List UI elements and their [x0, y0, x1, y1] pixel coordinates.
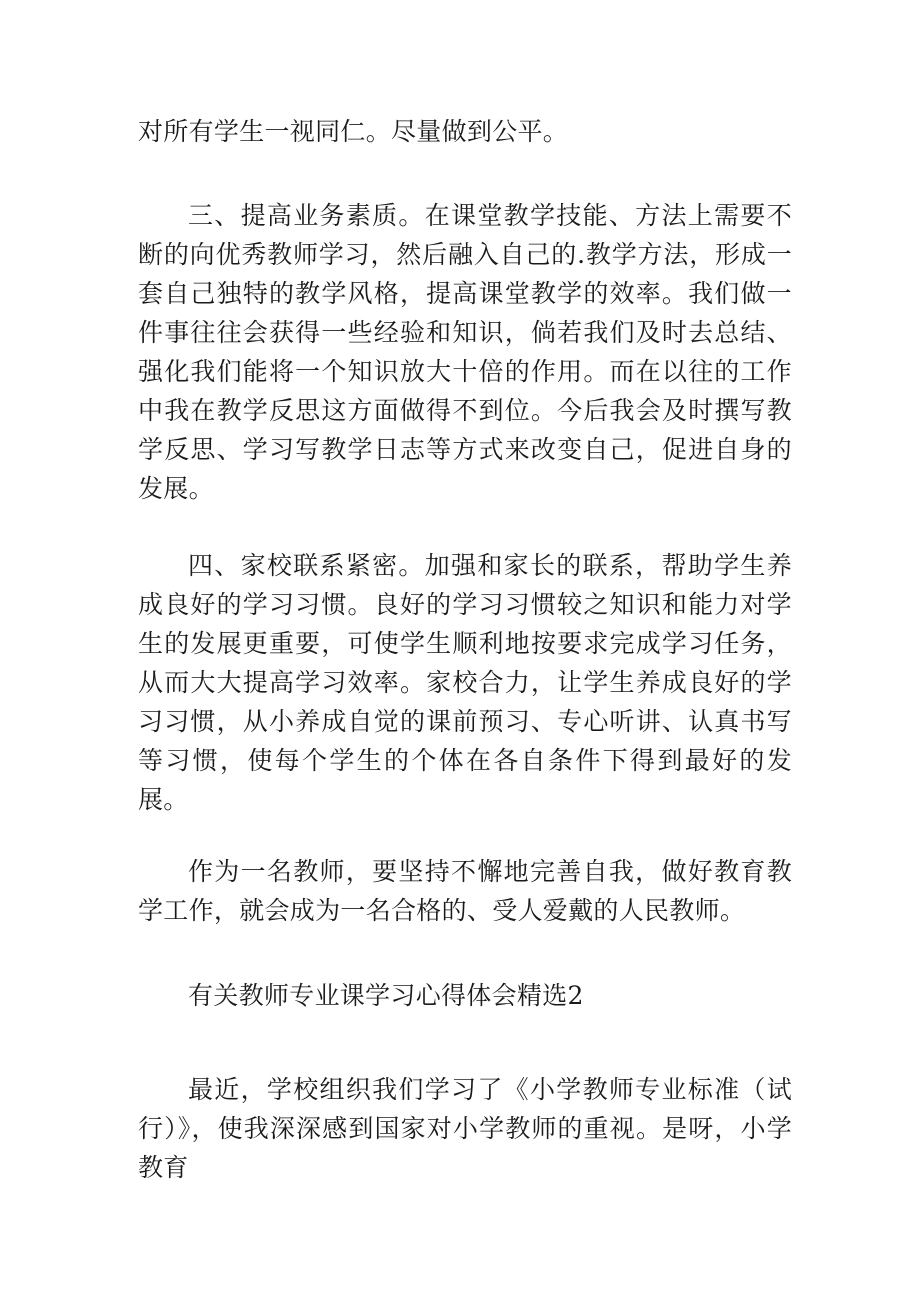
- paragraph-intro: 最近，学校组织我们学习了《小学教师专业标准（试行）》，使我深深感到国家对小学教师的重视。是呀，小学教育: [138, 1075, 792, 1182]
- paragraph-conclusion: 作为一名教师，要坚持不懈地完善自我，做好教育教学工作，就会成为一名合格的、受人爱戴的人民教师。: [138, 857, 792, 925]
- paragraph-section-three: 三、提高业务素质。在课堂教学技能、方法上需要不断的向优秀教师学习，然后融入自己的.教学方法，形成一套自己独特的教学风格，提高课堂教学的效率。我们做一件事往往会获得一些经验和知识，倘若我们及时去总结、强化我们能将一个知识放大十倍的作用。而在以往的工作中我在教学反思这方面做得不到位。今后我会及时撰写教学反思、学习写教学日志等方式来改变自己，促进自身的发展。: [138, 201, 792, 503]
- paragraph-section-four: 四、家校联系紧密。加强和家长的联系，帮助学生养成良好的学习习惯。良好的学习习惯较之知识和能力对学生的发展更重要，可使学生顺利地按要求完成学习任务，从而大大提高学习效率。家校合力，让学生养成良好的学习习惯，从小养成自觉的课前预习、专心听讲、认真书写等习惯，使每个学生的个体在各自条件下得到最好的发展。: [138, 551, 792, 814]
- paragraph-continuation: 对所有学生一视同仁。尽量做到公平。: [138, 117, 569, 146]
- section-heading: 有关教师专业课学习心得体会精选2: [188, 981, 584, 1010]
